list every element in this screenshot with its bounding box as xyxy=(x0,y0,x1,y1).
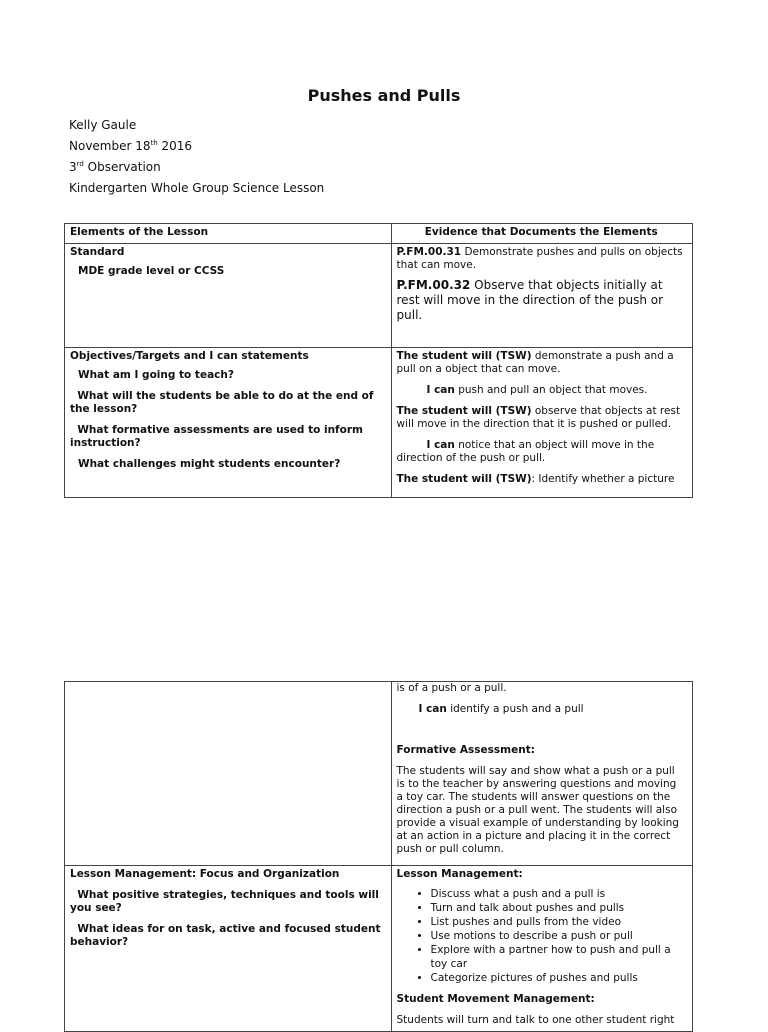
list-item: • List pushes and pulls from the video xyxy=(431,915,686,929)
objectives-evidence-cell xyxy=(391,348,692,498)
tsw-1: The student will (TSW) demonstrate a push and a pull on a object that can move. xyxy=(396,350,674,375)
table-header-row xyxy=(65,224,693,244)
formative-heading: Formative Assessment: xyxy=(396,744,535,756)
objectives-q1: What am I going to teach? xyxy=(78,369,234,381)
continuation-row xyxy=(65,682,693,866)
management-list xyxy=(397,887,686,985)
ican-1: I can push and pull an object that moves. xyxy=(426,384,648,396)
list-item: • Categorize pictures of pushes and pulls xyxy=(431,971,686,985)
objectives-q4: What challenges might students encounter? xyxy=(78,458,341,470)
management-right-heading: Lesson Management: xyxy=(396,868,523,880)
management-q2: What ideas for on task, active and focused student behavior? xyxy=(70,923,381,948)
document-meta xyxy=(69,115,324,199)
lesson-table-page2 xyxy=(64,681,693,1032)
standard-sub: MDE grade level or CCSS xyxy=(78,265,225,277)
header-evidence: Evidence that Documents the Elements xyxy=(391,224,692,244)
standard-item-2: P.FM.00.32 Observe that objects initially at rest will move in the direction of the push or pull. xyxy=(396,278,664,322)
list-item: • Turn and talk about pushes and pulls xyxy=(431,901,686,915)
continuation-evidence-cell xyxy=(391,682,692,866)
objectives-heading: Objectives/Targets and I can statements xyxy=(70,350,309,362)
management-q1: What positive strategies, techniques and tools will you see? xyxy=(70,889,379,914)
observation-number: 3rd Observation xyxy=(69,160,161,174)
lesson-date: November 18th 2016 xyxy=(69,139,193,153)
movement-text: Students will turn and talk to one other student right xyxy=(396,1014,675,1026)
tsw-2: The student will (TSW) observe that objects at rest will move in the direction that it is pushed or pulled. xyxy=(396,405,681,430)
standard-row xyxy=(65,244,693,348)
list-item: • Explore with a partner how to push and pull a toy car xyxy=(431,943,686,971)
management-cell xyxy=(65,866,392,1032)
movement-heading: Student Movement Management: xyxy=(396,993,595,1005)
tsw-3: The student will (TSW): Identify whether a picture xyxy=(396,473,675,485)
author-name: Kelly Gaule xyxy=(69,118,137,132)
lesson-table-page1 xyxy=(64,223,693,498)
continuation-left-cell xyxy=(65,682,392,866)
header-elements: Elements of the Lesson xyxy=(65,224,392,244)
list-item: • Use motions to describe a push or pull xyxy=(431,929,686,943)
management-row xyxy=(65,866,693,1032)
standard-item-1: P.FM.00.31 Demonstrate pushes and pulls on objects that can move. xyxy=(396,246,683,271)
tsw-3-continued: is of a push or a pull. xyxy=(396,682,507,694)
management-heading: Lesson Management: Focus and Organization xyxy=(70,868,340,880)
lesson-type: Kindergarten Whole Group Science Lesson xyxy=(69,181,325,195)
standard-heading: Standard xyxy=(70,246,125,258)
objectives-q3: What formative assessments are used to inform instruction? xyxy=(70,424,363,449)
ican-3: I can identify a push and a pull xyxy=(418,703,584,715)
management-evidence-cell xyxy=(391,866,692,1032)
standard-evidence-cell xyxy=(391,244,692,348)
ican-2: I can notice that an object will move in the direction of the push or pull. xyxy=(396,439,655,464)
document-title: Pushes and Pulls xyxy=(307,86,461,105)
list-item: • Discuss what a push and a pull is xyxy=(431,887,686,901)
objectives-cell xyxy=(65,348,392,498)
objectives-row xyxy=(65,348,693,498)
standard-cell xyxy=(65,244,392,348)
formative-text: The students will say and show what a push or a pull is to the teacher by answering questions and moving a toy car. The students will answer questions on the direction a push or a pull went. The students will also provide a visual example of understanding by looking at an action in a picture and placing it in the correct push or pull column. xyxy=(396,765,679,855)
objectives-q2: What will the students be able to do at the end of the lesson? xyxy=(70,390,374,415)
